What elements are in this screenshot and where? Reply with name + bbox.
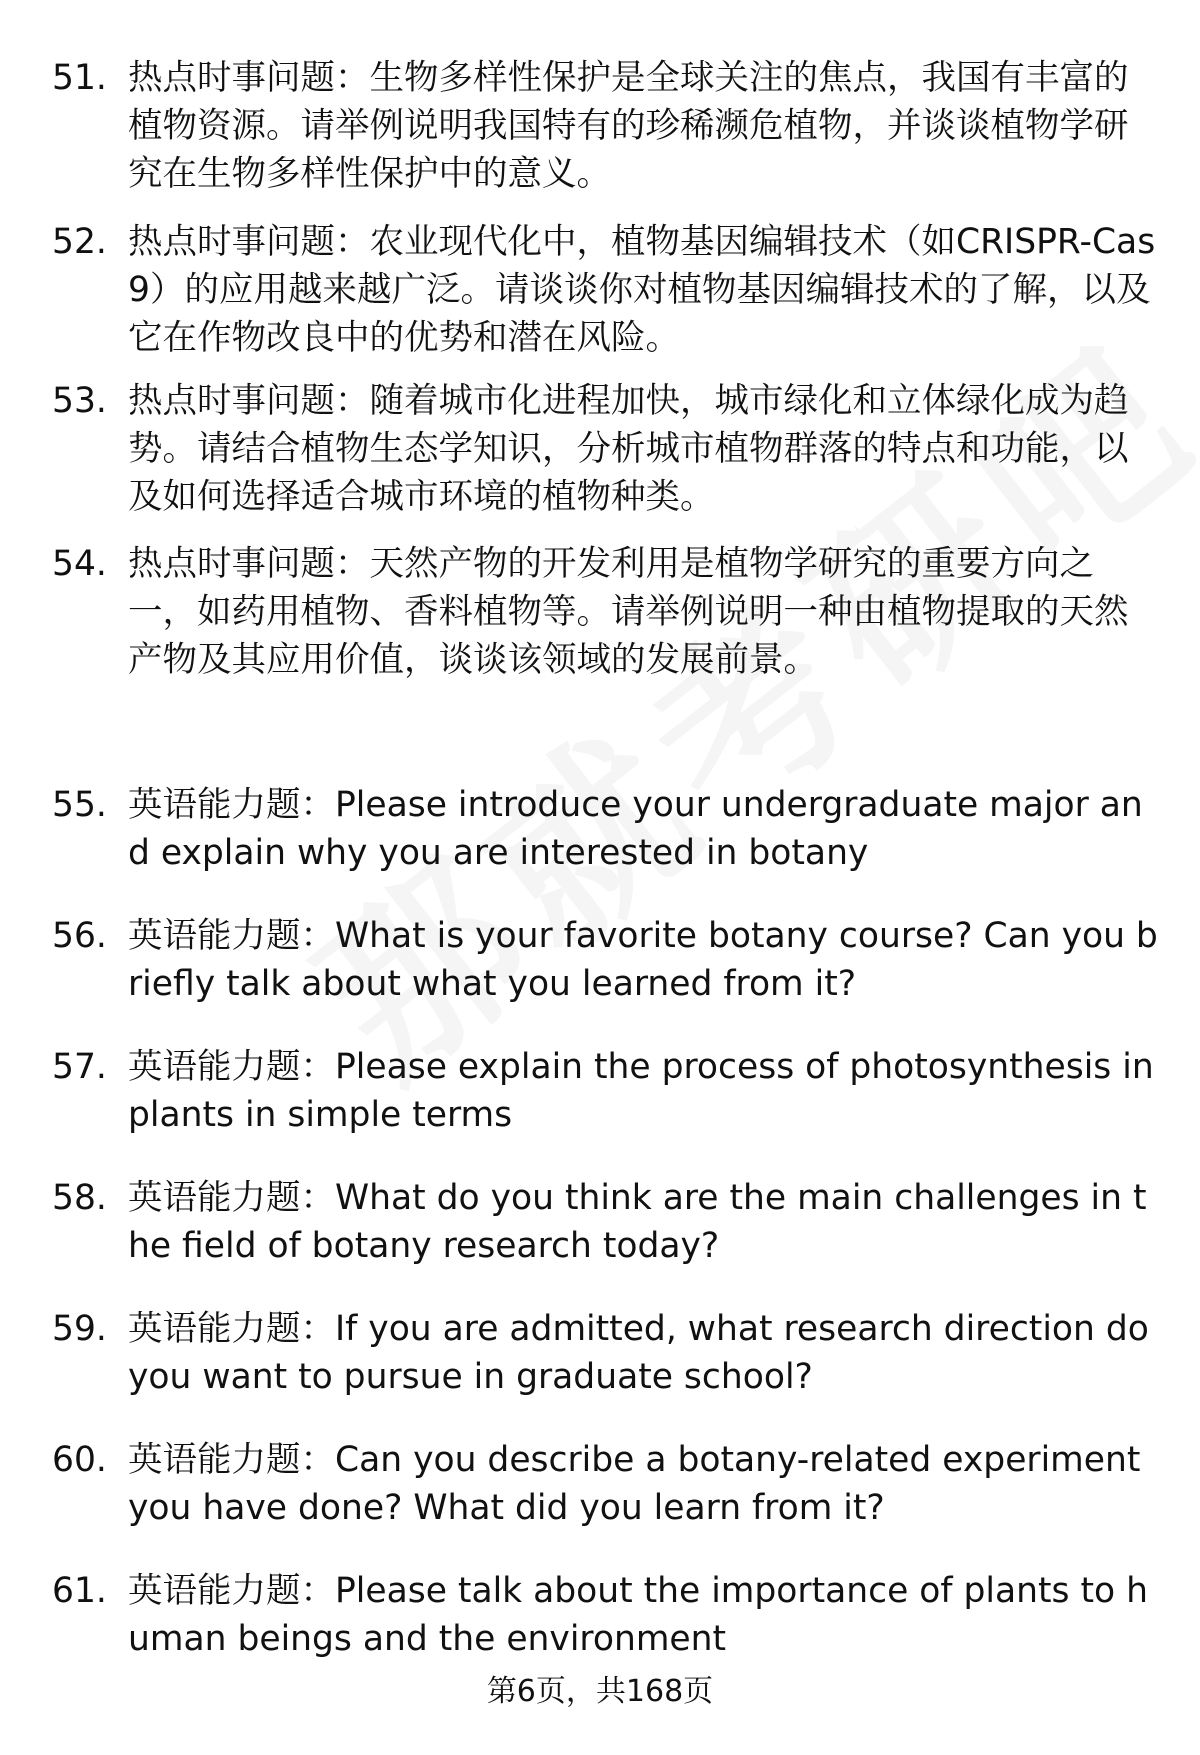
question-number: 57. <box>52 1047 107 1087</box>
question-item-59 <box>52 1305 1162 1401</box>
question-category: 热点时事问题： <box>128 222 370 262</box>
question-body <box>128 218 1162 362</box>
page-number-label: 第6页，共168页 <box>486 1674 714 1709</box>
question-body <box>128 54 1162 198</box>
question-item-54 <box>52 540 1162 684</box>
question-number: 52. <box>52 222 107 262</box>
question-number: 61. <box>52 1571 107 1611</box>
question-item-58 <box>52 1174 1162 1270</box>
question-body <box>128 1043 1162 1139</box>
question-item-57 <box>52 1043 1162 1139</box>
question-category: 英语能力题： <box>128 785 335 825</box>
question-item-52 <box>52 218 1162 362</box>
question-number: 53. <box>52 381 107 421</box>
question-body <box>128 540 1162 684</box>
question-text: Can you describe a botany-related experiment you have done? What did you learn from it? <box>128 1440 1141 1528</box>
question-number: 55. <box>52 785 107 825</box>
question-category: 英语能力题： <box>128 1440 335 1480</box>
question-text: 生物多样性保护是全球关注的焦点，我国有丰富的植物资源。请举例说明我国特有的珍稀濒危植物，并谈谈植物学研究在生物多样性保护中的意义。 <box>128 58 1129 194</box>
question-number: 58. <box>52 1178 107 1218</box>
question-number: 54. <box>52 544 107 584</box>
question-text: What is your favorite botany course? Can you briefly talk about what you learned from it? <box>128 916 1158 1004</box>
question-body <box>128 1567 1162 1663</box>
question-body <box>128 1436 1162 1532</box>
question-text: Please explain the process of photosynthesis in plants in simple terms <box>128 1047 1154 1135</box>
question-number: 59. <box>52 1309 107 1349</box>
question-text: 天然产物的开发利用是植物学研究的重要方向之一，如药用植物、香料植物等。请举例说明一种由植物提取的天然产物及其应用价值，谈谈该领域的发展前景。 <box>128 544 1129 680</box>
question-text: If you are admitted, what research direction do you want to pursue in graduate school? <box>128 1309 1149 1397</box>
question-category: 热点时事问题： <box>128 544 370 584</box>
question-number: 60. <box>52 1440 107 1480</box>
question-category: 热点时事问题： <box>128 381 370 421</box>
question-item-53 <box>52 377 1162 521</box>
question-category: 英语能力题： <box>128 916 335 956</box>
question-category: 英语能力题： <box>128 1571 335 1611</box>
question-body <box>128 1305 1162 1401</box>
question-item-55 <box>52 781 1162 877</box>
question-number: 51. <box>52 58 107 98</box>
question-item-51 <box>52 54 1162 198</box>
question-text: What do you think are the main challenges in the field of botany research today? <box>128 1178 1147 1266</box>
question-body <box>128 377 1162 521</box>
question-category: 英语能力题： <box>128 1178 335 1218</box>
question-category: 英语能力题： <box>128 1047 335 1087</box>
question-text: Please introduce your undergraduate major and explain why you are interested in botany <box>128 785 1143 873</box>
question-item-56 <box>52 912 1162 1008</box>
question-text: Please talk about the importance of plants to human beings and the environment <box>128 1571 1148 1659</box>
page-footer <box>0 1672 1200 1712</box>
question-text: 农业现代化中，植物基因编辑技术（如CRISPR-Cas9）的应用越来越广泛。请谈谈你对植物基因编辑技术的了解，以及它在作物改良中的优势和潜在风险。 <box>128 222 1156 358</box>
question-body <box>128 781 1162 877</box>
question-item-61 <box>52 1567 1162 1663</box>
question-text: 随着城市化进程加快，城市绿化和立体绿化成为趋势。请结合植物生态学知识，分析城市植物群落的特点和功能，以及如何选择适合城市环境的植物种类。 <box>128 381 1129 517</box>
question-category: 热点时事问题： <box>128 58 370 98</box>
question-number: 56. <box>52 916 107 956</box>
question-item-60 <box>52 1436 1162 1532</box>
question-body <box>128 1174 1162 1270</box>
question-category: 英语能力题： <box>128 1309 335 1349</box>
question-body <box>128 912 1162 1008</box>
